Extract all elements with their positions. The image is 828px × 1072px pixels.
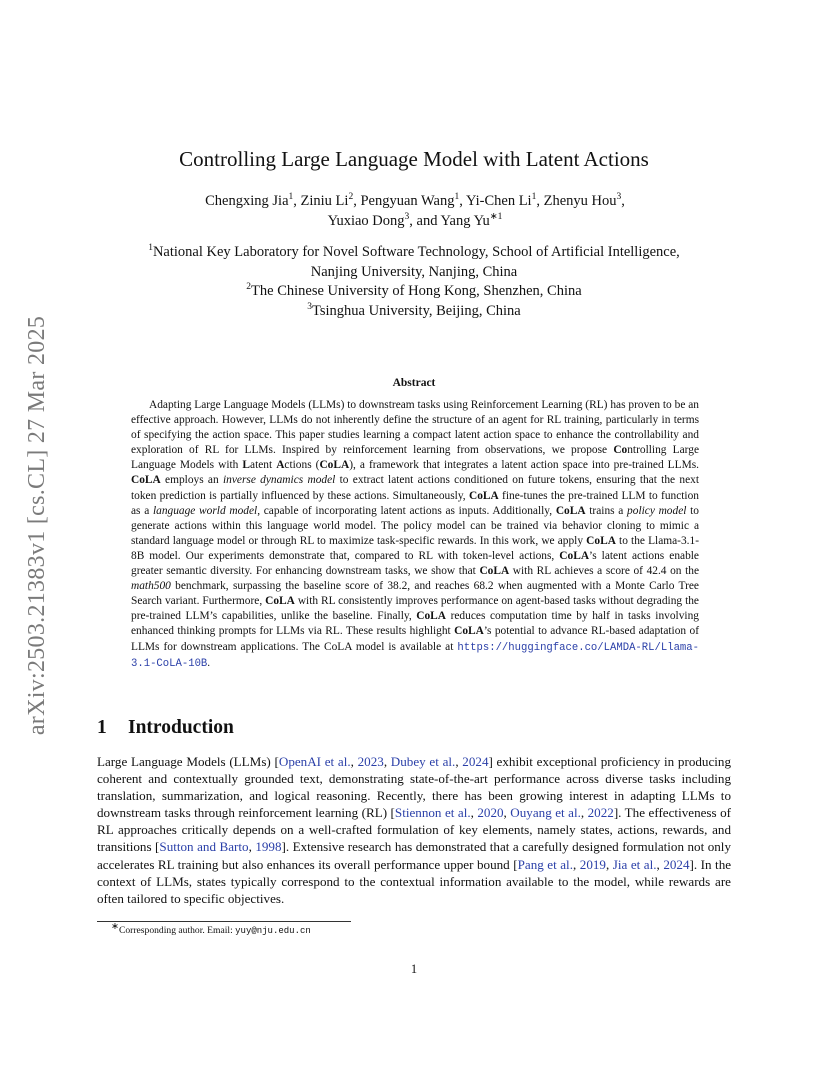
italic-term: language world model — [152, 504, 258, 517]
affiliation-line: $^1$National Key Laboratory for Novel Software Technology, School of Artificial Intelligence, — [148, 243, 680, 260]
text-run: ] exhibit exceptional proficiency in producing coherent and contextually grounded text, demonstrating state-of-the-art performance across diverse tasks including translation, summarization, and logical reasoning. Recently, there has been growing interest in adapting LLMs to downstream tasks through reinforcement learning (RL) [ — [97, 754, 732, 821]
citation-link[interactable]: 2022 — [587, 805, 614, 821]
text-run: ’s potential to advance RL-based adaptation of LLMs for downstream applications. The CoLA model is available at — [131, 625, 699, 653]
affiliation-line: $^2$The Chinese University of Hong Kong, Shenzhen, China — [246, 282, 582, 299]
author: Ziniu Li$^2$ — [300, 192, 354, 209]
text-run: employs an — [160, 474, 223, 487]
model-link[interactable]: https://huggingface.co/LAMDA-RL/Llama-3.1-CoLA-10B — [131, 641, 699, 670]
citation-link[interactable]: 2024 — [663, 856, 690, 872]
bold-term: Co — [613, 444, 628, 457]
author-line-2: Yuxiao Dong$^3$, and Yang $Yu^{∗1}$ — [327, 212, 503, 229]
text-run: ]. The effectiveness of RL approaches critically depends on a well-crafted formulation of key elements, namely states, actions, rewards, and transitions [ — [97, 805, 732, 855]
footnote-email: yuy@nju.edu.cn — [235, 926, 311, 936]
text-run: to extract latent actions conditioned on future tokens, ensuring that the next token prediction is partially influenced by these actions. Simultaneously, — [131, 474, 700, 502]
citation-link[interactable]: Dubey et al. — [390, 754, 456, 769]
citation-link[interactable]: Ouyang et al. — [510, 805, 581, 821]
text-run: ]. In the context of LLMs, states typically correspond to the contextual information available to the model, while rewards are often tailored to specific objectives. — [97, 856, 732, 906]
author-line-1: Chengxing Jia$^1$, Ziniu Li$^2$, Pengyuan Wang$^1$, Yi-Chen Li$^1$, Zhenyu Hou$^3$, — [205, 192, 625, 209]
text-run: to the Llama-3.1-8B model. Our experiments demonstrate that, compared to RL with token-level actions, — [131, 534, 699, 562]
section-heading-introduction — [97, 717, 234, 739]
page-number: 1 — [410, 962, 418, 976]
citation-link[interactable]: 2023 — [357, 754, 384, 769]
bold-term: CoLA — [319, 459, 350, 472]
abstract-body — [131, 398, 699, 672]
bold-term: CoLA — [416, 610, 447, 623]
bold-term: CoLA — [479, 565, 510, 578]
author: Chengxing Jia$^1$ — [205, 192, 294, 209]
text-run: , — [605, 856, 613, 872]
bold-term: L — [242, 459, 251, 472]
author: Yi-Chen Li$^1$ — [465, 192, 537, 209]
citation-link[interactable]: 1998 — [255, 839, 282, 855]
introduction-paragraph — [97, 753, 731, 907]
text-run: . — [207, 656, 211, 669]
text-run: , — [503, 805, 511, 821]
bold-term: CoLA — [559, 549, 590, 562]
text-run: , — [383, 754, 391, 769]
arxiv-identifier-stamp — [23, 285, 53, 765]
text-run: atent — [250, 459, 277, 472]
bold-term: CoLA — [555, 504, 586, 517]
bold-term: CoLA — [468, 489, 499, 502]
text-run: Adapting Large Language Models (LLMs) to downstream tasks using Reinforcement Learning (RL) has proven to be an effective approach. However, LLMs do not inherently define the structure of an agent for RL training, particularly in terms of specifying the action space. This paper studies learning a compact latent action space to enhance the controllability and exploration of RL for LLMs. Inspired by reinforcement learning from observations, we propose — [131, 399, 699, 457]
author-list — [110, 191, 720, 231]
text-run: , — [248, 839, 256, 855]
italic-term: policy model — [627, 504, 687, 517]
author: and Yang $Yu^{∗1}$ — [416, 212, 503, 229]
abstract-heading: Abstract — [392, 377, 436, 389]
text-run: , — [580, 805, 588, 821]
text-run: with RL achieves a score of 42.4 on the — [509, 565, 700, 578]
text-run: ]. Extensive research has demonstrated that a carefully designed formulation not only accelerates RL training but also enhances its overall performance upper bound [ — [97, 839, 731, 872]
affiliations — [100, 243, 728, 321]
citation-link[interactable]: Stiennon et al. — [394, 805, 471, 821]
author: Yuxiao Dong$^3$ — [327, 212, 410, 229]
text-run: Large Language Models (LLMs) [ — [97, 754, 279, 769]
text-run: to generate actions within this language world model. The policy model can be trained via behavior cloning to mimic a standard language model or through RL to maximize task-specific rewards. In this work, we apply — [131, 504, 699, 547]
bold-term: CoLA — [586, 534, 616, 547]
affiliation-line: $^3$Tsinghua University, Beijing, China — [307, 301, 521, 319]
citation-link[interactable]: 2019 — [579, 856, 606, 872]
text-run: , capable of incorporating latent actions as inputs. Additionally, — [257, 504, 556, 517]
footnote: ∗Corresponding author. Email: yuy@nju.edu.cn — [111, 921, 311, 936]
author: Pengyuan Wang$^1$ — [360, 192, 460, 209]
bold-term: CoLA — [265, 595, 295, 608]
text-run: reduces computation time by half in tasks involving enhanced thinking prompts for LLMs via RL. These results highlight — [131, 610, 699, 638]
text-run: , — [455, 754, 463, 769]
bold-term: CoLA — [131, 474, 161, 487]
text-run: ), a framework that integrates a latent action space into pre-trained LLMs. — [349, 459, 699, 472]
text-run: fine-tunes the pre-trained LLM to function as a — [131, 489, 699, 517]
text-run: ’s latent actions enable greater semantic diversity. For enhancing downstream tasks, we show that — [131, 549, 699, 578]
author: Zhenyu Hou$^3$ — [543, 192, 622, 209]
paper-title: Controlling Large Language Model with Latent Actions — [179, 147, 649, 171]
text-run: with RL consistently improves performance on agent-based tasks without degrading the pre-trained LLM’s capabilities, unlike the baseline. Finally, — [131, 595, 699, 623]
citation-link[interactable]: Sutton and Barto — [159, 839, 249, 855]
text-run: , — [572, 856, 580, 872]
arxiv-identifier-text: arXiv:2503.21383v1 [cs.CL] 27 Mar 2025 — [24, 315, 51, 735]
citation-link[interactable]: OpenAI et al. — [278, 754, 351, 769]
footnote-rule — [97, 921, 351, 922]
section-number: 1 — [97, 717, 107, 738]
text-run: , — [470, 805, 478, 821]
citation-link[interactable]: 2024 — [462, 754, 489, 769]
italic-term: math500 — [131, 580, 171, 593]
text-run: trains a — [585, 504, 628, 517]
citation-link[interactable]: Pang et al. — [517, 856, 573, 872]
affiliation-line: Nanjing University, Nanjing, China — [310, 263, 518, 280]
citation-link[interactable]: 2020 — [477, 805, 504, 821]
text-run: ctions ( — [284, 459, 320, 472]
italic-term: inverse dynamics model — [222, 474, 336, 487]
text-run: , — [656, 856, 664, 872]
section-title: Introduction — [128, 717, 234, 738]
bold-term: A — [276, 459, 285, 472]
text-run: , — [350, 754, 358, 769]
bold-term: CoLA — [454, 625, 484, 638]
text-run: benchmark, surpassing the baseline score of 38.2, and reaches 68.2 when augmented with a Monte Carlo Tree Search variant. Furthermore, — [131, 580, 699, 608]
citation-link[interactable]: Jia et al. — [612, 856, 657, 872]
text-run: ntrolling Large Language Models with — [131, 444, 700, 472]
